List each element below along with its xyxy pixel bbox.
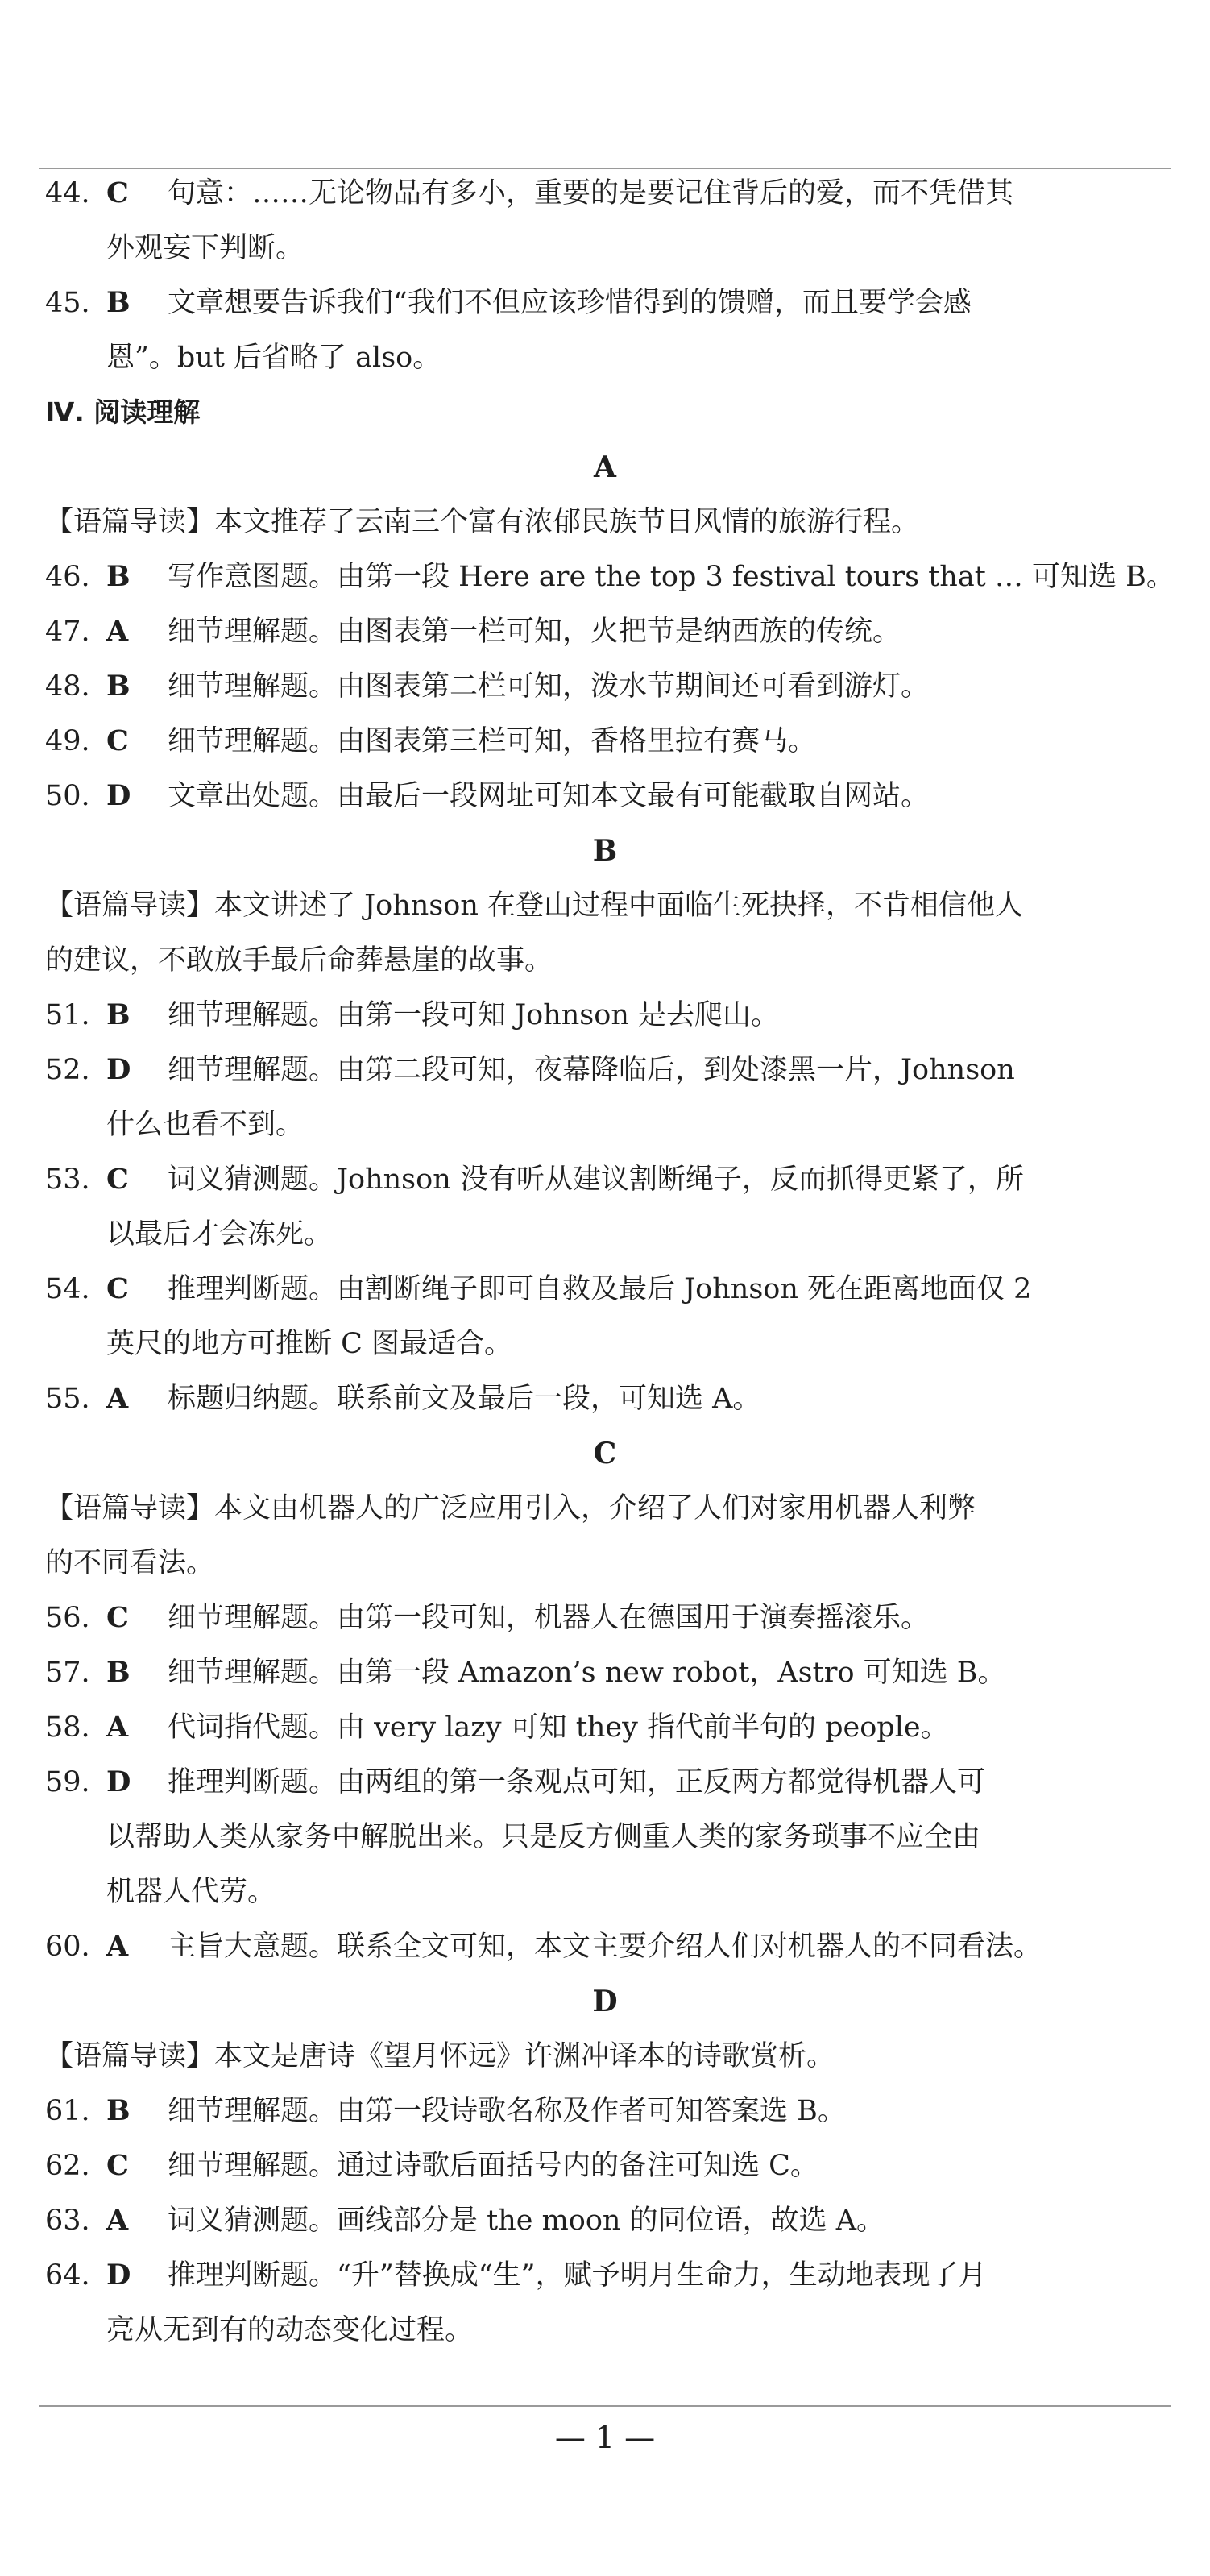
question-number: 55. xyxy=(45,1383,90,1415)
bottom-divider xyxy=(39,2405,1171,2407)
answer-item-47 xyxy=(45,604,1165,659)
answer-letter: C xyxy=(106,1163,129,1196)
answer-letter: A xyxy=(106,1711,129,1744)
answer-item-45 xyxy=(45,276,1165,330)
question-number: 46. xyxy=(45,561,90,593)
explanation-text: 什么也看不到。 xyxy=(106,1109,305,1141)
passage-letter-b: B xyxy=(592,834,618,868)
question-number: 52. xyxy=(45,1054,90,1086)
passage-guide-b-cont xyxy=(45,933,1165,988)
explanation-text: 文章想要告诉我们“我们不但应该珍惜得到的馈赠，而且要学会感 xyxy=(168,287,972,319)
answer-item-58 xyxy=(45,1700,1165,1755)
passage-letter-c: C xyxy=(593,1437,617,1471)
explanation-text: 细节理解题。由图表第三栏可知，香格里拉有赛马。 xyxy=(168,725,817,757)
answer-letter: B xyxy=(106,560,131,593)
answer-letter: A xyxy=(106,2204,129,2237)
passage-letter-a: A xyxy=(594,450,616,484)
answer-item-52-cont xyxy=(45,1097,1165,1152)
passage-guide-c-cont xyxy=(45,1536,1165,1591)
answer-letter: C xyxy=(106,1601,129,1634)
explanation-text: 推理判断题。“升”替换成“生”，赋予明月生命力，生动地表现了月 xyxy=(168,2259,987,2292)
answer-letter: B xyxy=(106,670,131,703)
answer-item-51 xyxy=(45,988,1165,1043)
explanation-text: 细节理解题。由第一段可知，机器人在德国用于演奏摇滚乐。 xyxy=(168,1602,930,1634)
answer-item-64-cont xyxy=(45,2303,1165,2358)
answer-letter: A xyxy=(106,1930,129,1963)
question-number: 51. xyxy=(45,999,90,1031)
answer-item-64 xyxy=(45,2248,1165,2303)
answer-item-57 xyxy=(45,1645,1165,1700)
explanation-text: 机器人代劳。 xyxy=(106,1876,276,1908)
answer-item-50 xyxy=(45,769,1165,823)
question-number: 47. xyxy=(45,616,90,648)
guide-text: 本文是唐诗《望月怀远》许渊冲译本的诗歌赏析。 xyxy=(214,2040,835,2072)
question-number: 61. xyxy=(45,2095,90,2127)
answer-item-55 xyxy=(45,1371,1165,1426)
answer-letter: B xyxy=(106,286,131,319)
explanation-text: 外观妄下判断。 xyxy=(106,232,305,264)
question-number: 64. xyxy=(45,2259,90,2292)
answer-content xyxy=(45,166,1175,2358)
answer-letter: D xyxy=(106,779,131,812)
guide-tag: 【语篇导读】 xyxy=(45,506,215,538)
explanation-text: 推理判断题。由两组的第一条观点可知，正反两方都觉得机器人可 xyxy=(168,1766,986,1798)
guide-tag: 【语篇导读】 xyxy=(45,890,215,922)
answer-item-54 xyxy=(45,1262,1165,1317)
explanation-text: 亮从无到有的动态变化过程。 xyxy=(106,2314,474,2346)
answer-item-59 xyxy=(45,1755,1165,1810)
explanation-text: 词义猜测题。Johnson 没有听从建议割断绳子，反而抓得更紧了，所 xyxy=(168,1164,1024,1196)
explanation-text: 恩”。but 后省略了 also。 xyxy=(106,342,441,374)
question-number: 56. xyxy=(45,1602,90,1634)
answer-letter: C xyxy=(106,724,129,757)
answer-item-61 xyxy=(45,2084,1165,2138)
answer-item-54-cont xyxy=(45,1317,1165,1371)
answer-letter: B xyxy=(106,1656,131,1689)
guide-tag: 【语篇导读】 xyxy=(45,2040,215,2072)
explanation-text: 细节理解题。由图表第二栏可知，泼水节期间还可看到游灯。 xyxy=(168,670,930,703)
answer-letter: B xyxy=(106,2094,131,2127)
explanation-text: 文章出处题。由最后一段网址可知本文最有可能截取自网站。 xyxy=(168,780,930,812)
question-number: 44. xyxy=(45,177,90,209)
passage-guide-b xyxy=(45,878,1165,933)
answer-item-63 xyxy=(45,2193,1165,2248)
guide-tag: 【语篇导读】 xyxy=(45,1492,215,1524)
guide-text: 本文讲述了 Johnson 在登山过程中面临生死抉择，不肯相信他人 xyxy=(214,890,1024,922)
answer-item-45-cont xyxy=(45,330,1165,385)
explanation-text: 细节理解题。由第一段可知 Johnson 是去爬山。 xyxy=(168,999,780,1031)
explanation-text: 标题归纳题。联系前文及最后一段，可知选 A。 xyxy=(168,1383,761,1415)
answer-letter: D xyxy=(106,1053,131,1086)
explanation-text: 细节理解题。由第二段可知，夜幕降临后，到处漆黑一片，Johnson xyxy=(168,1054,1015,1086)
page-number: — 1 — xyxy=(554,2420,656,2455)
explanation-text: 细节理解题。通过诗歌后面括号内的备注可知选 C。 xyxy=(168,2150,818,2182)
passage-letter-d: D xyxy=(592,1985,618,2018)
answer-item-46 xyxy=(45,550,1175,604)
explanation-text: 英尺的地方可推断 C 图最适合。 xyxy=(106,1328,513,1360)
answer-letter: B xyxy=(106,998,131,1031)
question-number: 54. xyxy=(45,1273,90,1305)
answer-letter: C xyxy=(106,2149,129,2182)
explanation-text: 细节理解题。由第一段 Amazon’s new robot，Astro 可知选 B。 xyxy=(168,1657,1006,1689)
answer-item-59-cont xyxy=(45,1865,1165,1919)
guide-text: 本文推荐了云南三个富有浓郁民族节日风情的旅游行程。 xyxy=(214,506,920,538)
question-number: 57. xyxy=(45,1657,90,1689)
answer-letter: C xyxy=(106,1272,129,1305)
answer-item-60 xyxy=(45,1919,1165,1974)
answer-item-44 xyxy=(45,166,1165,221)
section-title: Ⅳ. 阅读理解 xyxy=(45,396,201,428)
answer-item-49 xyxy=(45,714,1165,769)
answer-item-52 xyxy=(45,1043,1165,1097)
explanation-text: 细节理解题。由第一段诗歌名称及作者可知答案选 B。 xyxy=(168,2095,846,2127)
question-number: 48. xyxy=(45,670,90,703)
question-number: 58. xyxy=(45,1711,90,1744)
question-number: 62. xyxy=(45,2150,90,2182)
guide-text: 本文由机器人的广泛应用引入，介绍了人们对家用机器人利弊 xyxy=(214,1492,976,1524)
passage-guide-c xyxy=(45,1481,1165,1536)
answer-item-53 xyxy=(45,1152,1165,1207)
explanation-text: 代词指代题。由 very lazy 可知 they 指代前半句的 people。 xyxy=(168,1711,949,1744)
explanation-text: 细节理解题。由图表第一栏可知，火把节是纳西族的传统。 xyxy=(168,616,901,648)
passage-guide-a xyxy=(45,495,1165,550)
guide-text: 的建议，不敢放手最后命葬悬崖的故事。 xyxy=(45,944,553,977)
answer-item-59-cont xyxy=(45,1810,1165,1865)
answer-item-44-cont xyxy=(45,221,1165,276)
question-number: 63. xyxy=(45,2205,90,2237)
answer-letter: A xyxy=(106,615,129,648)
explanation-text: 词义猜测题。画线部分是 the moon 的同位语，故选 A。 xyxy=(168,2205,885,2237)
question-number: 45. xyxy=(45,287,90,319)
guide-text: 的不同看法。 xyxy=(45,1547,215,1579)
explanation-text: 写作意图题。由第一段 Here are the top 3 festival tours that … 可知选 B。 xyxy=(168,561,1175,593)
explanation-text: 句意：……无论物品有多小，重要的是要记住背后的爱，而不凭借其 xyxy=(168,177,1014,209)
answer-item-48 xyxy=(45,659,1165,714)
answer-item-56 xyxy=(45,1591,1165,1645)
answer-letter: C xyxy=(106,176,129,209)
answer-item-53-cont xyxy=(45,1207,1165,1262)
explanation-text: 主旨大意题。联系全文可知，本文主要介绍人们对机器人的不同看法。 xyxy=(168,1931,1042,1963)
passage-guide-d xyxy=(45,2029,1165,2084)
question-number: 60. xyxy=(45,1931,90,1963)
question-number: 50. xyxy=(45,780,90,812)
answer-letter: A xyxy=(106,1382,129,1415)
question-number: 53. xyxy=(45,1164,90,1196)
explanation-text: 以最后才会冻死。 xyxy=(106,1218,333,1251)
question-number: 59. xyxy=(45,1766,90,1798)
answer-letter: D xyxy=(106,2259,131,2292)
question-number: 49. xyxy=(45,725,90,757)
explanation-text: 推理判断题。由割断绳子即可自救及最后 Johnson 死在距离地面仅 2 xyxy=(168,1273,1032,1305)
answer-item-62 xyxy=(45,2138,1165,2193)
explanation-text: 以帮助人类从家务中解脱出来。只是反方侧重人类的家务琐事不应全由 xyxy=(106,1821,981,1853)
answer-letter: D xyxy=(106,1765,131,1798)
